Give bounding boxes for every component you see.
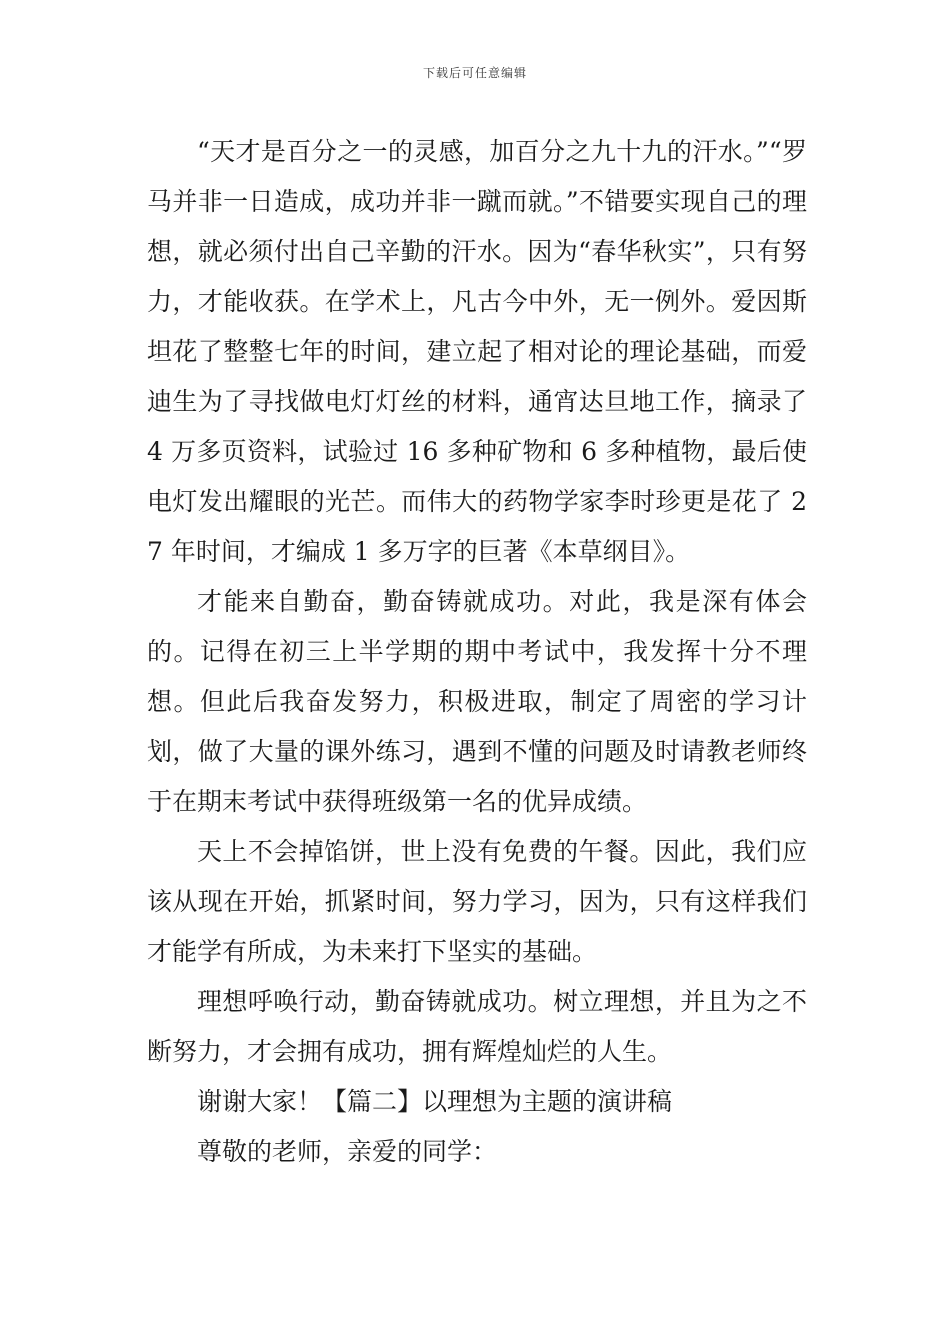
page-header: 下载后可任意编辑 [422, 66, 527, 80]
paragraph-3: 天上不会掉馅饼，世上没有免费的午餐。因此，我们应该从现在开始，抓紧时间，努力学习，因为，只有这样我们才能学有所成，为未来打下坚实的基础。 [147, 837, 807, 966]
paragraph-2: 才能来自勤奋，勤奋铸就成功。对此，我是深有体会的。记得在初三上半学期的期中考试中，我发挥十分不理想。但此后我奋发努力，积极进取，制定了周密的学习计划，做了大量的课外练习，遇到不懂的问题及时请教老师终于在期末考试中获得班级第一名的优异成绩。 [147, 587, 807, 816]
paragraph-1: “天才是百分之一的灵感，加百分之九十九的汗水。”“罗马并非一日造成，成功并非一蹴而就。”不错要实现自己的理想，就必须付出自己辛勤的汗水。因为“春华秋实”，只有努力，才能收获。在学术上，凡古今中外，无一例外。爱因斯坦花了整整七年的时间，建立起了相对论的理论基础，而爱迪生为了寻找做电灯灯丝的材料，通宵达旦地工作，摘录了 4 万多页资料，试验过 16 多种矿物和 6 多种植物，最后使电灯发出耀眼的光芒。而伟大的药物学家李时珍更是花了 27 年时间，才编成 1 多万字的巨著《本草纲目》。 [147, 137, 807, 566]
salutation: 尊敬的老师，亲爱的同学： [197, 1137, 498, 1166]
closing-and-section-title: 谢谢大家！【篇二】以理想为主题的演讲稿 [197, 1087, 673, 1116]
paragraph-4: 理想呼唤行动，勤奋铸就成功。树立理想，并且为之不断努力，才会拥有成功，拥有辉煌灿烂的人生。 [147, 987, 807, 1066]
document-body [147, 127, 807, 1177]
